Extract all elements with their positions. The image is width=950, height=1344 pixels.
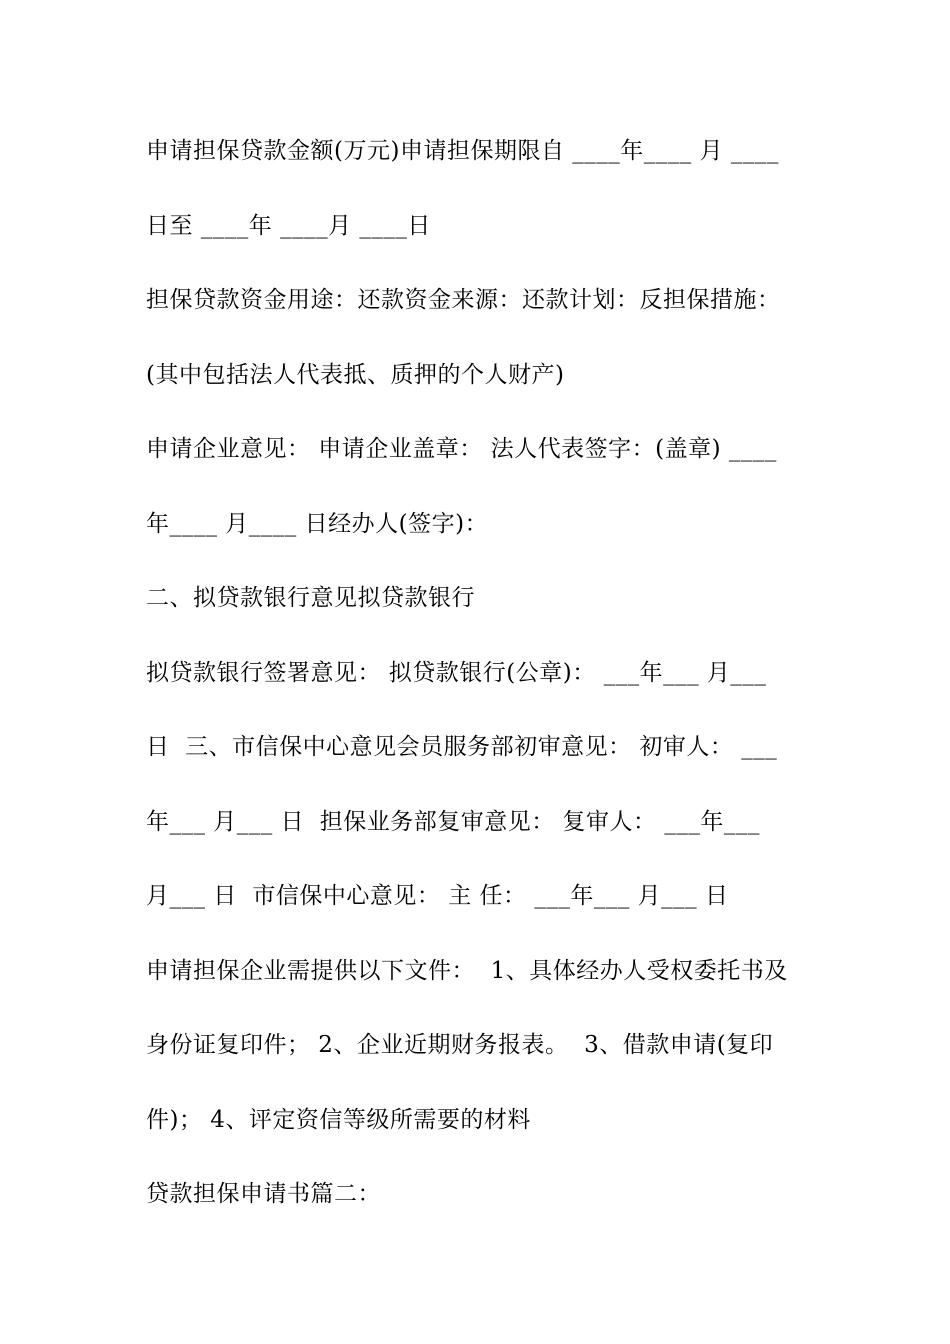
section-heading-bank-opinion: 二、拟贷款银行意见拟贷款银行	[146, 585, 475, 611]
text-line-second-review: 年___ 月___ 日 担保业务部复审意见： 复审人： ___年___	[146, 808, 760, 835]
text-line-collateral-note: (其中包括法人代表抵、质押的个人财产)	[146, 361, 565, 388]
text-line-fund-usage: 担保贷款资金用途：还款资金来源：还款计划：反担保措施：	[146, 287, 781, 313]
text-line-required-documents-end: 件)； 4、评定资信等级所需要的材料	[146, 1106, 531, 1133]
text-line-applicant-opinion: 申请企业意见： 申请企业盖章： 法人代表签字：(盖章) ____	[146, 436, 777, 462]
section-heading-part-two: 贷款担保申请书篇二：	[146, 1181, 381, 1207]
text-line-handler-signature: 年____ 月____ 日经办人(签字)：	[146, 510, 489, 537]
text-line-center-initial-review: 日 三、市信保中心意见会员服务部初审意见： 初审人： ___	[146, 734, 778, 760]
text-line-loan-amount: 申请担保贷款金额(万元)申请担保期限自 ____年____ 月 ____	[146, 138, 779, 164]
text-line-required-documents-cont: 身份证复印件； 2、企业近期财务报表。 3、借款申请(复印	[146, 1032, 774, 1058]
text-line-bank-signature: 拟贷款银行签署意见： 拟贷款银行(公章)： ___年___ 月___	[146, 659, 767, 686]
document-body	[146, 133, 808, 1251]
text-line-period-end: 日至 ____年 ____月 ____日	[146, 212, 431, 239]
text-line-center-opinion: 月___ 日 市信保中心意见： 主 任： ___年___ 月___ 日	[146, 883, 729, 909]
text-line-required-documents: 申请担保企业需提供以下文件： 1、具体经办人受权委托书及	[146, 957, 788, 984]
